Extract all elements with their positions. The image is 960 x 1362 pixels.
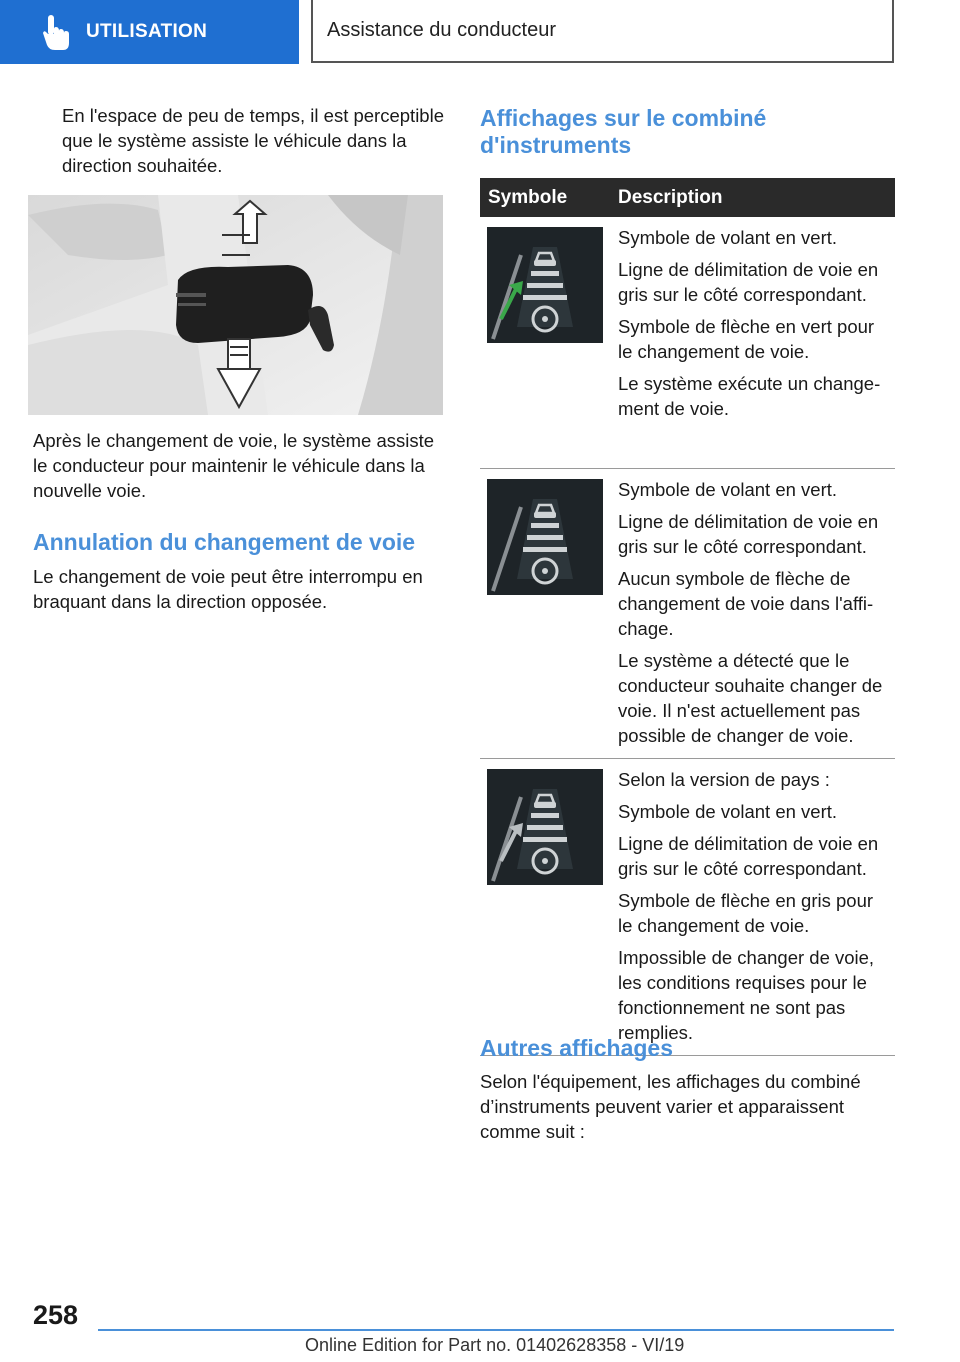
- symbol-table: [480, 178, 895, 1056]
- section-tab-label: UTILISATION: [86, 21, 208, 42]
- footer-divider: [98, 1329, 894, 1331]
- description-line: Ligne de délimitation de voie en gris sur le côté correspondant.: [618, 259, 879, 305]
- edition-text: Online Edition for Part no. 01402628358 - VI/19: [305, 1335, 685, 1355]
- description-line: Symbole de volant en vert.: [618, 478, 838, 500]
- intro-paragraph: En l'espace de peu de temps, il est perceptible que le système assiste le véhicule dans la direction souhaitée.: [62, 105, 444, 176]
- section-title-box: [311, 0, 894, 63]
- after-photo-paragraph: Après le changement de voie, le système assiste le conducteur pour maintenir le véhicule dans la nouvelle voie.: [33, 430, 435, 501]
- description-line: Ligne de délimitation de voie en gris sur le côté correspondant.: [618, 832, 879, 879]
- description-cell: [615, 758, 895, 1055]
- description-line: Symbole de volant en vert.: [618, 800, 838, 822]
- symbol-cell: [480, 217, 615, 468]
- section-tab: [0, 0, 299, 64]
- lane-change-green-arrow-icon: [487, 227, 603, 343]
- column-header-description: Description: [615, 178, 895, 217]
- table-row: [480, 217, 895, 468]
- description-line: Symbole de flèche en gris pour le changement de voie.: [618, 889, 874, 936]
- table-row: [480, 468, 895, 758]
- lane-keeping-no-arrow-icon: [487, 479, 603, 595]
- description-line: Symbole de volant en vert.: [618, 227, 838, 248]
- other-displays-heading: Autres affichages: [480, 1035, 674, 1061]
- turn-signal-lever-illustration: [28, 195, 443, 415]
- description-cell: [615, 468, 895, 758]
- cancel-paragraph: Le changement de voie peut être interrompu en braquant dans la direction opposée.: [33, 566, 423, 612]
- description-line: Aucun symbole de flèche de changement de voie dans l'affichage.: [618, 567, 874, 639]
- description-line: Le système exécute un changement de voie.: [618, 373, 881, 419]
- other-displays-paragraph: Selon l'équipement, les affichages du combiné d’instruments peuvent varier et apparaissent comme suit :: [480, 1071, 861, 1142]
- table-header-row: [480, 178, 895, 217]
- column-header-symbol: Symbole: [480, 178, 615, 217]
- description-line: Selon la version de pays :: [618, 768, 830, 790]
- description-line: Le système a détecté que le conducteur souhaite changer de voie. Il n'est actuellement pas possible de changer de voie.: [618, 649, 883, 746]
- steering-stalk-photo: [28, 195, 443, 415]
- description-line: Impossible de changer de voie, les conditions requises pour le fonctionnement ne sont pas remplies.: [618, 946, 875, 1043]
- cancel-heading: Annulation du changement de voie: [33, 529, 416, 555]
- section-title: Assistance du conducteur: [327, 19, 557, 41]
- hand-pointer-icon: [38, 12, 74, 52]
- displays-heading: Affichages sur le combiné d'instruments: [480, 105, 767, 158]
- description-cell: [615, 217, 895, 468]
- table-row: [480, 758, 895, 1055]
- symbol-cell: [480, 468, 615, 758]
- symbol-cell: [480, 758, 615, 1055]
- lane-change-gray-arrow-icon: [487, 769, 603, 885]
- description-line: Ligne de délimitation de voie en gris sur le côté correspondant.: [618, 510, 879, 557]
- description-line: Symbole de flèche en vert pour le changement de voie.: [618, 316, 875, 362]
- page-number: 258: [33, 1300, 79, 1330]
